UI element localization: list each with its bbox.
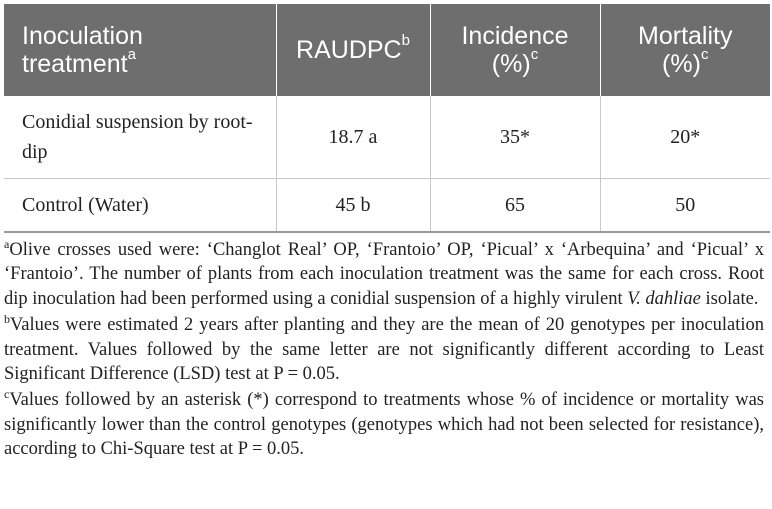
footnote-a: $^a$Olive crosses used were: ‘Changlot Real’ OP, ‘Frantoio’ OP, ‘Picual’ x ‘Arbequina’ and ‘Picual’ x ‘Frantoio’. The number of plants from each inoculation treatment was the same for each cross. Root dip inoculation had been performed using a conidial suspension of a highly virulent V. dahliae isolate. xyxy=(4,236,764,309)
cell-treatment: Control (Water) xyxy=(4,179,276,233)
cell-incidence: 35* xyxy=(430,96,600,179)
cell-raudpc: 18.7 a xyxy=(276,96,430,179)
header-raudpc: RAUDPC$^b$ xyxy=(276,4,430,96)
cell-incidence: 65 xyxy=(430,179,600,233)
footnote-b: $^b$Values were estimated 2 years after planting and they are the mean of 20 genotypes per inoculation treatment. Values followed by the same letter are not significantly different according to Least Significant Difference (LSD) test at P = 0.05. xyxy=(4,312,764,385)
table-row xyxy=(4,179,770,233)
cell-raudpc: 45 b xyxy=(276,179,430,233)
header-row xyxy=(4,4,770,96)
cell-treatment: Conidial suspension by root-dip xyxy=(4,96,276,179)
header-mortality: Mortality (%)$^c$ xyxy=(600,4,770,96)
table-footnotes xyxy=(4,238,764,464)
cell-mortality: 50 xyxy=(600,179,770,233)
footnote-c: $^c$Values followed by an asterisk (*) correspond to treatments whose % of incidence or mortality was significantly lower than the control genotypes (genotypes which had not been selected for resistance), according to Chi-Square test at P = 0.05. xyxy=(4,387,764,460)
header-incidence: Incidence (%)$^c$ xyxy=(430,4,600,96)
cell-mortality: 20* xyxy=(600,96,770,179)
table-row xyxy=(4,96,770,179)
header-treatment: Inoculation treatment$^a$ xyxy=(4,4,276,96)
results-table xyxy=(4,4,770,233)
